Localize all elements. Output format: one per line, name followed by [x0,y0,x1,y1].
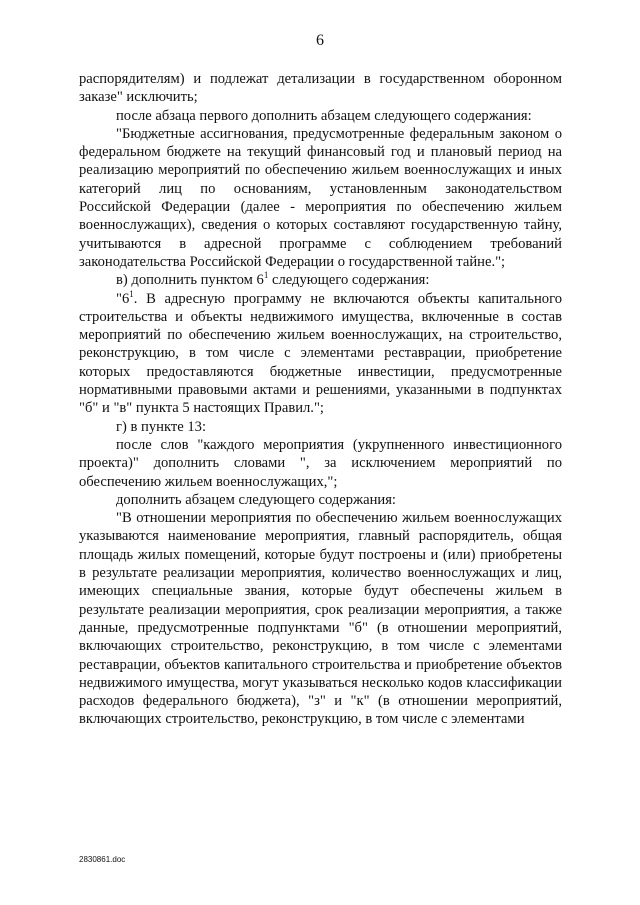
paragraph-quote-6-1 [79,290,562,418]
paragraph-add-abzac: дополнить абзацем следующего содержания: [116,491,396,508]
paragraph-after-words: после слов "каждого мероприятия (укрупненного инвестиционного проекта)" дополнить словами ", за исключением мероприятий по обеспечению жильем военнослужащих,"; [79,436,562,490]
paragraph-item-g: г) в пункте 13: [116,418,206,435]
paragraph-3: "Бюджетные ассигнования, предусмотренные федеральным законом о федеральном бюджете на текущий финансовый год и плановый период на реализацию мероприятий по обеспечению жильем военнослужащих и иных категорий лиц по основаниям, установленным законодательством Российской Федерации (далее - мероприятия по обеспечению жильем военнослужащих), сведения о которых составляют государственную тайну, учитываются в адресной программе с соблюдением требований законодательства Российской Федерации о государственной тайне."; [79,125,562,270]
item-v-superscript: 1 [263,270,269,281]
item-v-text-after: следующего содержания: [268,272,430,289]
paragraph-item-v [79,271,562,289]
footer-filename: 2830861.doc [79,855,126,864]
quote-6-text-before: "6 [116,290,130,307]
paragraph-1: распорядителям) и подлежат детализации в государственном оборонном заказе" исключить; [79,71,562,106]
quote-6-text-after: . В адресную программу не включаются объекты капитального строительства и объекты недвижимого имущества, включенные в состав мероприятий по обеспечению жильем военнослужащих, на строительство, реконструкцию, в том числе с элементами реставрации, приобретение которых предоставляются бюджетные инвестиции, предусмотренные нормативными правовыми актами и решениями, указанными в подпунктах "б" и "в" пункта 5 настоящих Правил."; [79,290,562,417]
item-v-text-before: в) дополнить пунктом 6 [116,272,264,289]
quote-6-superscript: 1 [129,288,134,299]
page-number: 6 [316,32,324,49]
paragraph-2: после абзаца первого дополнить абзацем следующего содержания: [116,107,532,124]
document-body [79,70,562,729]
paragraph-quote-v-otnoshenii: "В отношении мероприятия по обеспечению жильем военнослужащих указываются наименование мероприятия, главный распорядитель, общая площадь жилых помещений, которые будут построены и (или) приобретены в результате реализации мероприятия, количество военнослужащих и лиц, имеющих специальные звания, которые будут обеспечены жильем в результате реализации мероприятия, срок реализации мероприятия, а также данные, предусмотренные подпунктами "б" (в отношении мероприятий, включающих строительство, реконструкцию, в том числе с элементами реставрации, объектов капитального строительства и приобретение объектов недвижимого имущества, могут указываться несколько кодов классификации расходов федерального бюджета), "з" и "к" (в отношении мероприятий, включающих строительство, реконструкцию, в том числе с элементами [79,510,562,728]
